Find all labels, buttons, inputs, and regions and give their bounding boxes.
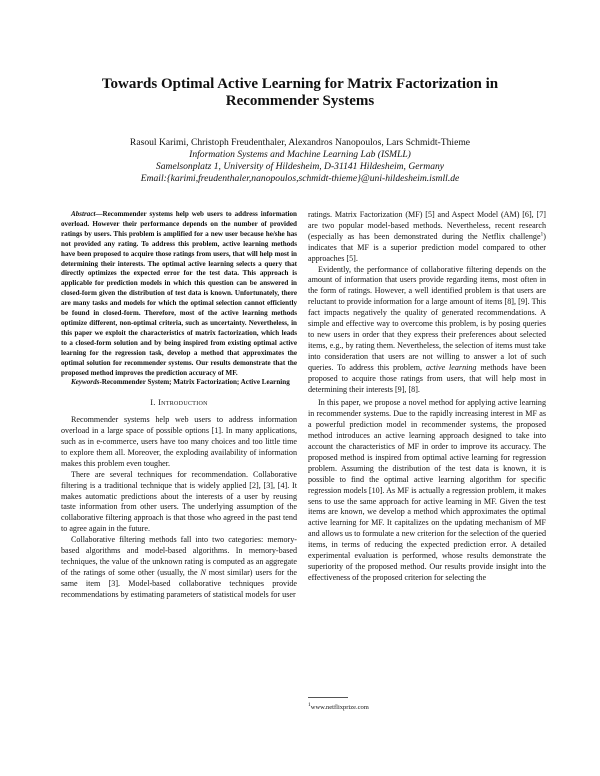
right-column <box>308 210 546 584</box>
intro-paragraph-3 <box>61 535 297 600</box>
abstract-text: —Recommender systems help web users to address information overload. However their performance depends on the number of provided ratings by users. This problem is amplified for a new user because he/she has not provided any rating. To address this problem, active learning methods have been proposed to acquire those ratings from users, that will help most in determining their interests. The optimal active learning selects a query that directly optimizes the expected error for the test data. This approach is applicable for prediction models in which this question can be answered in closed-form given the distribution of test data is known. Unfortunately, there are many tasks and models for which the optimal selection cannot efficiently be found in closed-form. Therefore, most of the active learning methods optimize different, non-optimal criteria, such as uncertainty. Nevertheless, in this paper we exploit the characteristics of matrix factorization, which leads to a closed-form solution and by being inspired from existing optimal active learning for the regression task, develop a method that approximates the optimal solution for recommender systems. Our results demonstrate that the proposed method improves the prediction accuracy of MF. <box>61 210 297 377</box>
footnote-rule <box>308 697 348 698</box>
footnote-mark: 1 <box>308 701 311 708</box>
intro-paragraph-1: Recommender systems help web users to address information overload in a large space of possible options [1]. In many applications, such as in e-commerce, users have too many choices and too little time to explore them all. Moreover, the exploding availability of information makes this problem even tougher. <box>61 415 297 468</box>
intro-paragraph-5-text-b: methods have been proposed to acquire those ratings from users, that will help most in determining their interests [9], [8]. <box>308 362 546 394</box>
intro-paragraph-5-text-a: Evidently, the performance of collaborative filtering depends on the amount of information that users provide regarding items, most often in the form of ratings. However, a well identified problem is that users are reluctant to provide information for a large amount of items [8], [9]. This fact impacts negatively the quality of generated recommendations. A simple and effective way to overcome this problem, is by posing queries to new users in order that they express their preferences about selected items, e.g., by rating them. Nevertheless, the selection of items must take into consideration that users are not willing to answer a lot of such queries. To address this problem, <box>308 264 546 372</box>
left-column <box>61 210 297 601</box>
author-names: Rasoul Karimi, Christoph Freudenthaler, Alexandros Nanopoulos, Lars Schmidt-Thieme <box>129 137 471 148</box>
footnote-text: www.netflixprize.com <box>310 704 369 711</box>
intro-paragraph-4-text-a: ratings. Matrix Factorization (MF) [5] and Aspect Model (AM) [6], [7] are two popular model-based methods. Nevertheless, recent research (especially as has been demonstrated during the Netflix challenge <box>308 210 546 241</box>
footnote-ref: 1 <box>540 231 544 238</box>
keywords <box>61 378 297 388</box>
abstract <box>61 210 297 378</box>
affiliation: Information Systems and Machine Learning Lab (ISMLL) <box>189 149 411 160</box>
intro-paragraph-5-italic: active learning <box>425 362 477 372</box>
intro-paragraph-4-text-b: ) indicates that MF is a superior prediction model compared to other approaches [5]. <box>308 231 546 263</box>
paper-title: Towards Optimal Active Learning for Matrix Factorization in Recommender Systems <box>101 76 499 109</box>
intro-paragraph-3-text-a: Collaborative filtering methods fall into two categories: memory-based algorithms and model-based algorithms. In memory-based techniques, the value of the unknown rating is computed as an aggregate of the ratings of some other (usually, the <box>61 535 297 577</box>
section-heading-introduction: I. Introduction <box>150 398 208 408</box>
intro-paragraph-4 <box>308 210 546 265</box>
intro-paragraph-5 <box>308 265 546 396</box>
footnote <box>308 701 546 712</box>
author-block <box>40 137 560 185</box>
email: Email:{karimi,freudenthaler,nanopoulos,schmidt-thieme}@uni-hildesheim.ismll.de <box>140 173 460 184</box>
intro-paragraph-2: There are several techniques for recommendation. Collaborative filtering is a traditional technique that is widely applied [2], [3], [4]. It makes automatic predictions about the interests of a user by reusing taste information from other users. The underlying assumption of the collaborative filtering approach is that those who agreed in the past tend to agree again in the future. <box>61 469 297 534</box>
abstract-label: Abstract <box>71 210 96 218</box>
intro-paragraph-6: In this paper, we propose a novel method for applying active learning in recommender systems. Due to the rapidly increasing interest in MF as a powerful prediction model in recommender systems, the proposed method introduces an active learning approach designed to take into account the characteristics of MF in order to improve its accuracy. The proposed method is inspired from optimal active learning for regression problem. Assuming the distribution of the test data is known, it is possible to find the optimal active learning algorithm for specific regression models [10]. As MF is actually a regression problem, it makes sens to use the same approach for active learning in MF. Given the test items are known, we develop a method which approximates the optimal active learning for MF. It capitalizes on the updating mechanism of MF and allows us to formulate a new criterion for the selection of the queried items, in terms of reducing the expected prediction error. A detailed experimental evaluation is performed, whose results demonstrate the superiority of the proposed method. Our results provide insight into the effectiveness of the proposed criterion for selecting the <box>308 398 546 582</box>
keywords-text: -Recommender System; Matrix Factorization; Active Learning <box>99 378 290 387</box>
intro-paragraph-3-text-b: most similar) users for the same item [3]. Model-based collaborative techniques provide recommendations by estimating parameters of statistical models for user <box>61 567 298 599</box>
address: Samelsonplatz 1, University of Hildesheim, D-31141 Hildesheim, Germany <box>155 161 445 172</box>
intro-paragraph-3-n: N <box>200 567 206 577</box>
keywords-label: Keywords <box>71 378 100 387</box>
